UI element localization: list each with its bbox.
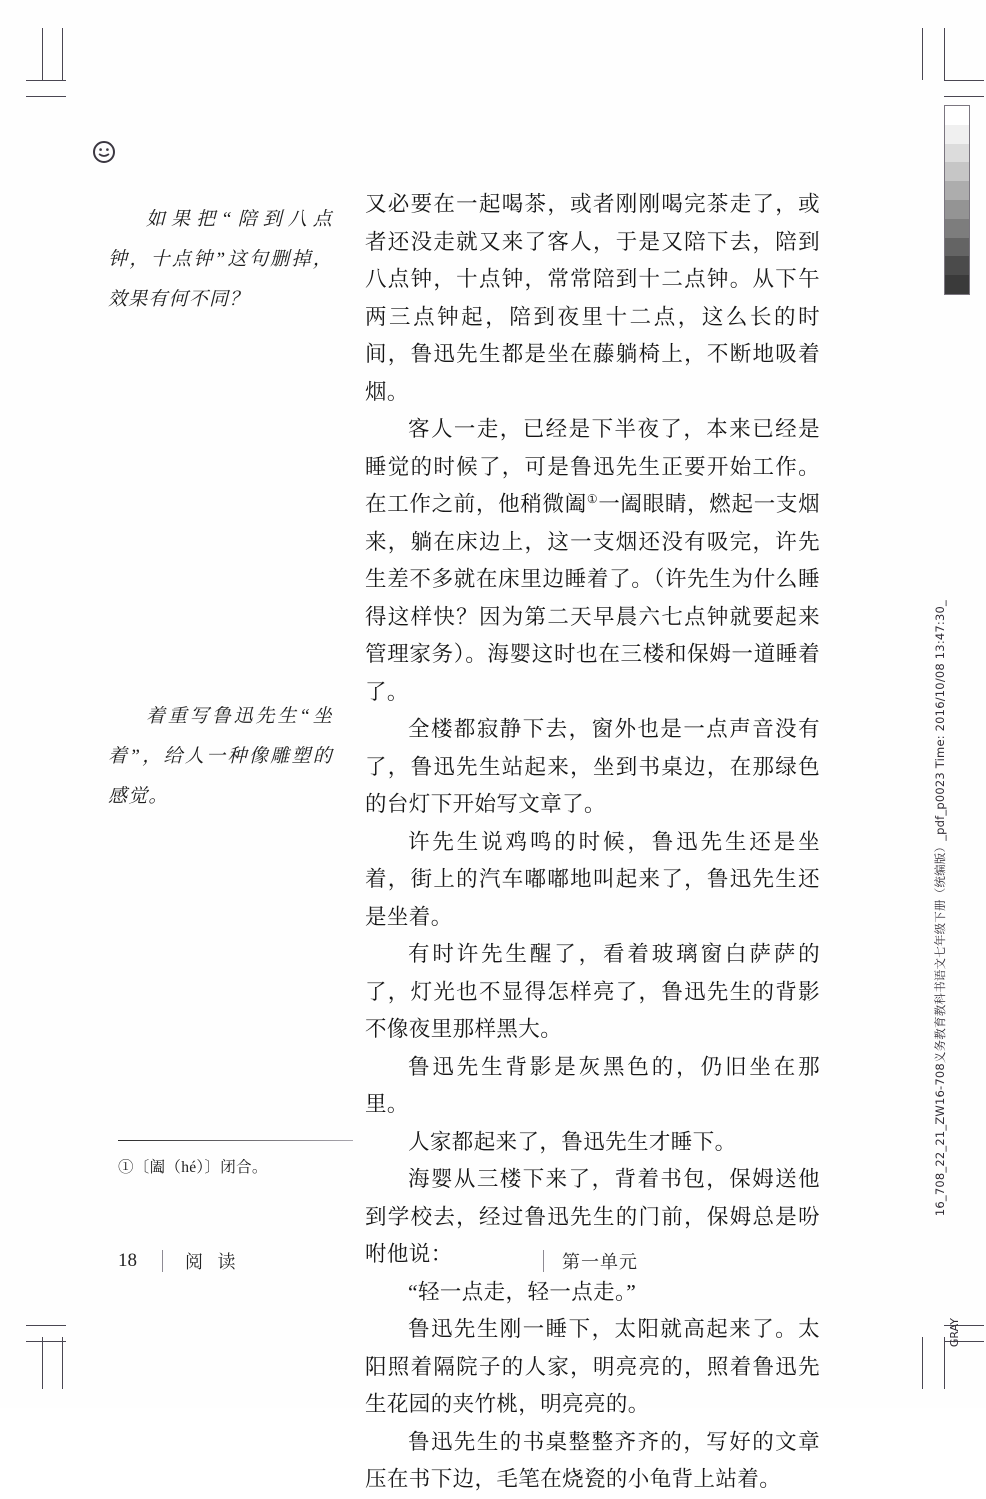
paragraph-10: 鲁迅先生刚一睡下，太阳就高起来了。太阳照着隔院子的人家，明亮亮的，照着鲁迅先生花园的夹竹桃，明亮亮的。	[365, 1317, 820, 1416]
gray-step-5	[945, 200, 969, 219]
paragraph-2-part-b: 一阖眼睛，燃起一支烟来，躺在床边上，这一支烟还没有吸完，许先生差不多就在床里边睡着了。（许先生为什么睡得这样快？因为第二天早晨六七点钟就要起来管理家务）。海婴这时也在三楼和保姆一道睡着了。	[365, 492, 820, 704]
paragraph-2-part-a: 客人一走，已经是下半夜了，本来已经是睡觉的时候了，可是鲁迅先生正要开始工作。在工作之前，他稍微阖	[365, 417, 820, 516]
footer-section-label: 阅 读	[185, 1252, 241, 1272]
crop-mark-bottom-left-tick	[62, 1337, 63, 1389]
gray-step-3	[945, 162, 969, 181]
page-footer	[118, 1248, 638, 1274]
gray-step-7	[945, 238, 969, 257]
crop-mark-top-left-horizontal	[26, 80, 66, 81]
gray-step-0	[945, 106, 969, 125]
page-number: 18	[118, 1250, 137, 1271]
footer-unit-label: 第一单元	[562, 1252, 638, 1272]
paragraph-4: 许先生说鸡鸣的时候，鲁迅先生还是坐着，街上的汽车嘟嘟地叫起来了，鲁迅先生还是坐着。	[365, 829, 820, 929]
crop-mark-top-left-vertical	[42, 28, 43, 80]
gray-step-1	[945, 125, 969, 144]
crop-mark-top-right-horizontal-2	[944, 96, 984, 97]
gray-step-2	[945, 144, 969, 163]
body-text-column	[365, 186, 820, 1499]
crop-mark-bottom-left-horizontal	[26, 1325, 66, 1326]
gray-step-9	[945, 275, 969, 294]
paragraph-7: 人家都起来了，鲁迅先生才睡下。	[408, 1129, 737, 1154]
paragraph-3: 全楼都寂静下去，窗外也是一点声音没有了，鲁迅先生站起来，坐到书桌边，在那绿色的台灯下开始写文章了。	[365, 717, 820, 816]
margin-note-1: 如果把“陪到八点钟，十点钟”这句删掉，效果有何不同？	[108, 209, 333, 310]
crop-mark-top-right-tick	[922, 28, 923, 80]
gray-step-4	[945, 181, 969, 200]
footnote-divider	[118, 1140, 353, 1141]
smiley-face-icon	[92, 140, 116, 164]
crop-mark-top-left-tick	[62, 28, 63, 80]
paragraph-6: 鲁迅先生背影是灰黑色的，仍旧坐在那里。	[365, 1054, 820, 1116]
crop-mark-bottom-left-vertical	[42, 1337, 43, 1389]
crop-mark-bottom-left-horizontal-2	[26, 1341, 66, 1342]
crop-mark-bottom-right-tick	[922, 1337, 923, 1389]
footer-divider-2	[543, 1250, 544, 1272]
paragraph-11: 鲁迅先生的书桌整整齐齐的，写好的文章压在书下边，毛笔在烧瓷的小龟背上站着。	[365, 1429, 820, 1491]
gray-step-6	[945, 219, 969, 238]
paragraph-2	[365, 411, 820, 711]
crop-mark-bottom-right-vertical	[944, 1337, 945, 1389]
print-metadata-text: 16_708_22_21_ZW16-708义务教育教科书语文七年级下册（统编版）_pdf_p0023 Time: 2016/10/08 13:47:30_	[933, 600, 947, 1217]
crop-mark-top-left-horizontal-2	[26, 96, 66, 97]
paragraph-5: 有时许先生醒了，看着玻璃窗白萨萨的了，灯光也不显得怎样亮了，鲁迅先生的背影不像夜里那样黑大。	[365, 942, 820, 1041]
gray-step-8	[945, 256, 969, 275]
paragraph-9-dialogue: “轻一点走，轻一点走。”	[408, 1279, 637, 1304]
crop-mark-top-right-horizontal	[944, 80, 984, 81]
footnote-text: ①〔阖（hé）〕闭合。	[118, 1159, 268, 1176]
crop-mark-top-right-vertical	[944, 28, 945, 80]
footer-divider-1	[162, 1250, 163, 1272]
footnote-marker: ①	[586, 491, 599, 506]
paragraph-1: 又必要在一起喝茶，或者刚刚喝完茶走了，或者还没走就又来了客人，于是又陪下去，陪到八点钟，十点钟，常常陪到十二点钟。从下午两三点钟起，陪到夜里十二点，这么长的时间，鲁迅先生都是坐在藤躺椅上，不断地吸着烟。	[365, 192, 820, 404]
grayscale-calibration-wedge	[944, 105, 970, 295]
margin-note-2: 着重写鲁迅先生“坐着”，给人一种像雕塑的感觉。	[108, 706, 333, 807]
colorbar-label: GRAY	[948, 1318, 961, 1348]
margin-note-column	[108, 200, 333, 817]
paragraph-8: 海婴从三楼下来了，背着书包，保姆送他到学校去，经过鲁迅先生的门前，保姆总是吩咐他说：	[365, 1167, 820, 1266]
